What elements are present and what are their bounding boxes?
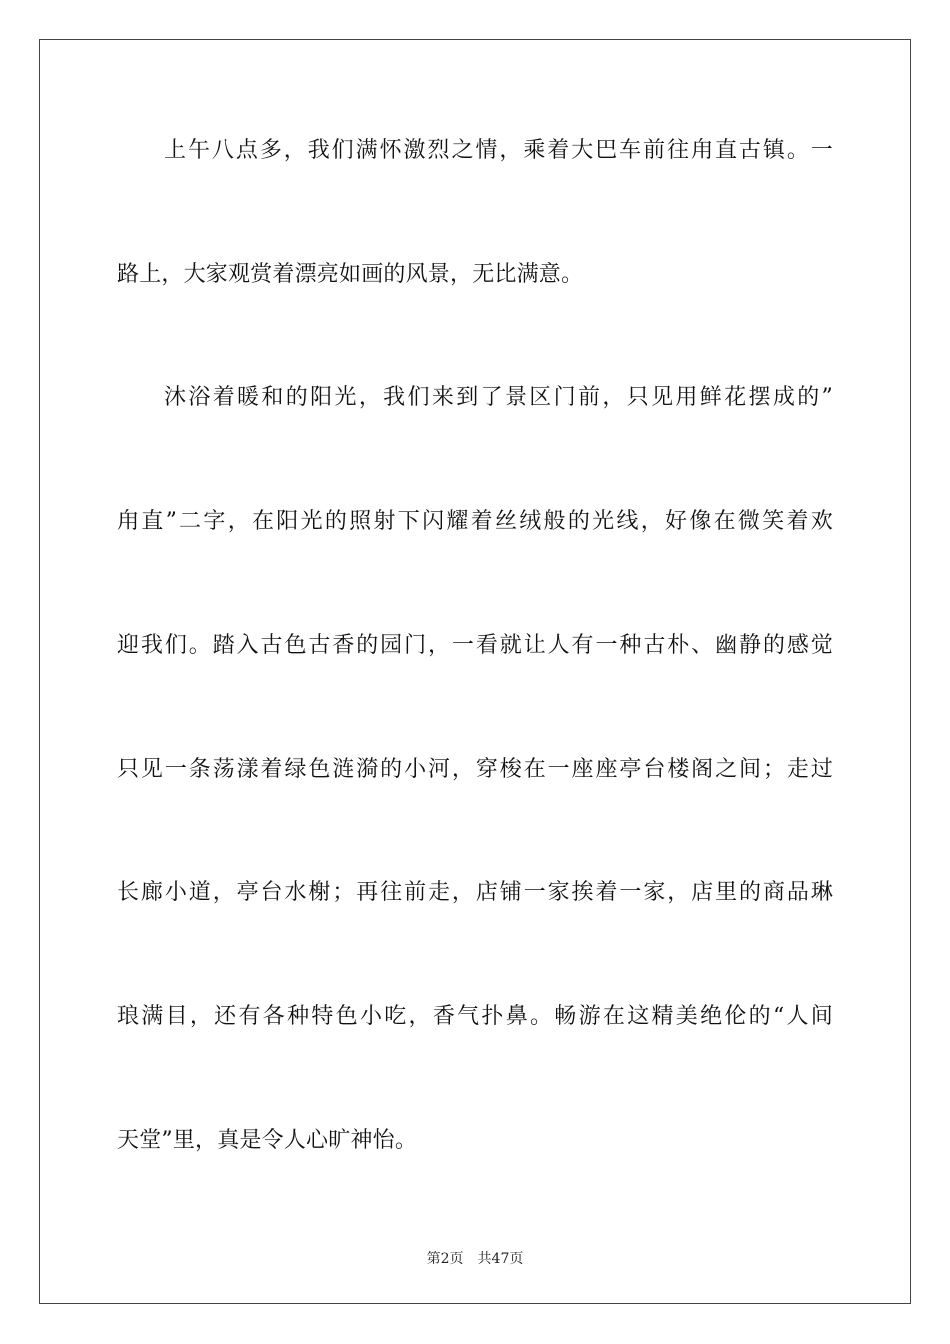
page-footer: [0, 1248, 950, 1268]
paragraph-2-line-3: 迎我们。踏入古色古香的园门，一看就让人有一种古朴、幽静的感觉: [117, 633, 833, 658]
paragraph-2-line-4: 只见一条荡漾着绿色涟漪的小河，穿梭在一座座亭台楼阁之间；走过: [117, 757, 833, 782]
paragraph-2-line-5: 长廊小道，亭台水榭；再往前走，店铺一家挨着一家，店里的商品琳: [117, 880, 833, 905]
page-border: [39, 39, 911, 1304]
paragraph-2-line-1: 沐浴着暖和的阳光，我们来到了景区门前，只见用鲜花摆成的”: [164, 385, 833, 410]
page-total: 共47页: [477, 1251, 524, 1267]
page-number: 第2页: [426, 1251, 464, 1267]
paragraph-2-line-7: 天堂”里，真是令人心旷神怡。: [117, 1128, 418, 1153]
paragraph-1-line-2: 路上，大家观赏着漂亮如画的风景，无比满意。: [117, 262, 584, 287]
paragraph-2-line-6: 琅满目，还有各种特色小吃，香气扑鼻。畅游在这精美绝伦的“人间: [117, 1004, 833, 1029]
paragraph-2-line-2: 甪直”二字，在阳光的照射下闪耀着丝绒般的光线，好像在微笑着欢: [117, 509, 833, 534]
paragraph-1-line-1: 上午八点多，我们满怀激烈之情，乘着大巴车前往甪直古镇。一: [164, 138, 833, 163]
